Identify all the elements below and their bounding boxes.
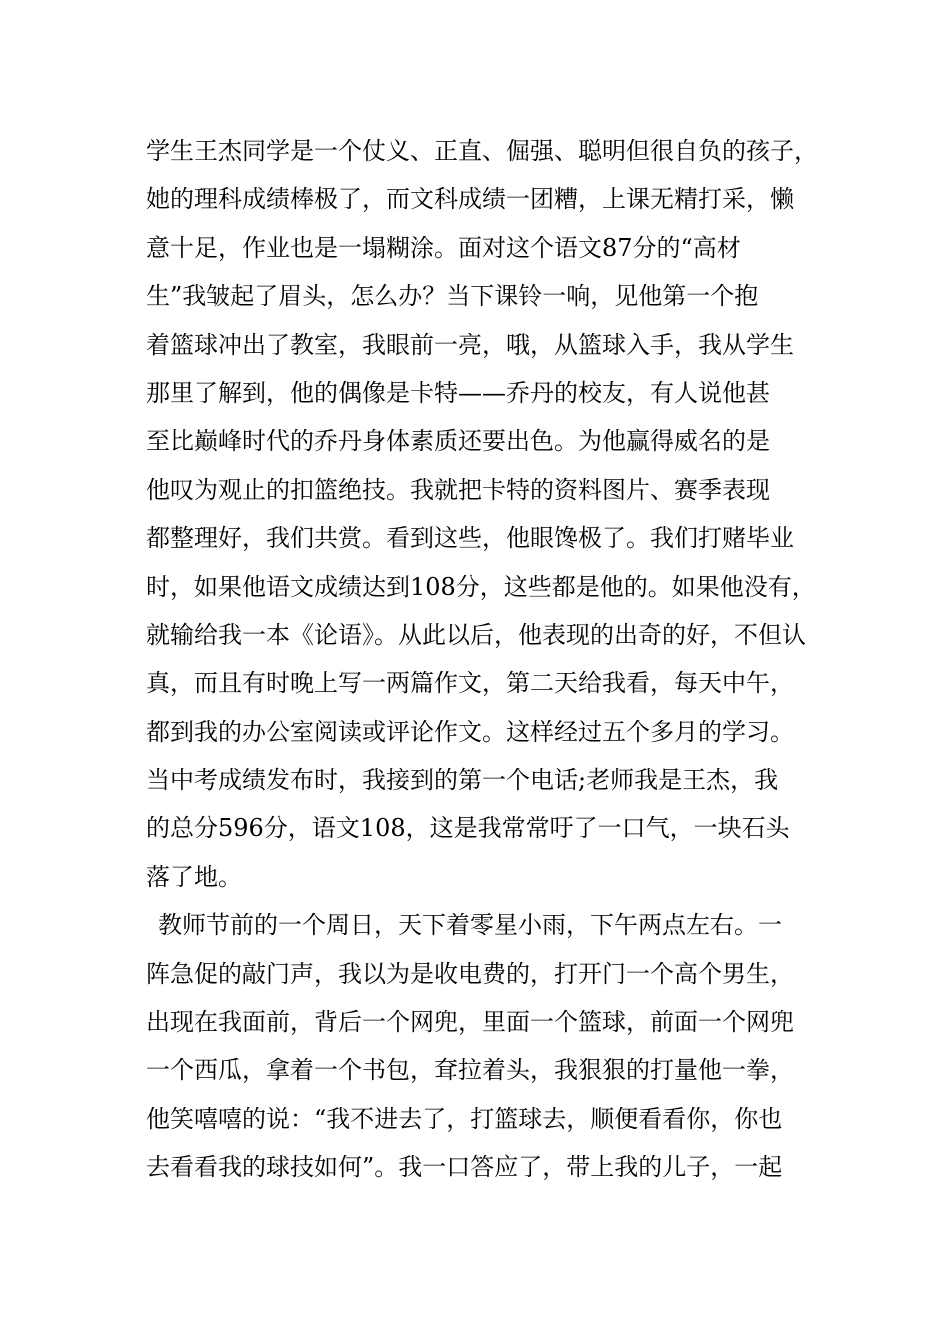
text-line: 一个西瓜，拿着一个书包，耷拉着头，我狠狠的打量他一拳， [146, 1056, 794, 1085]
text-line: 都整理好，我们共赏。看到这些，他眼馋极了。我们打赌毕业 [146, 524, 794, 553]
text-line: 至比巅峰时代的乔丹身体素质还要出色。为他赢得威名的是 [146, 427, 770, 456]
text-line: 教师节前的一个周日，天下着零星小雨，下午两点左右。一 [158, 911, 782, 940]
text-line: 都到我的办公室阅读或评论作文。这样经过五个多月的学习。 [146, 717, 794, 746]
text-line: 学生王杰同学是一个仗义、正直、倔强、聪明但很自负的孩子， [146, 137, 818, 165]
text-line: 真，而且有时晚上写一两篇作文，第二天给我看，每天中午， [146, 669, 794, 698]
text-line: 那里了解到，他的偶像是卡特——乔丹的校友，有人说他甚 [146, 378, 770, 407]
text-line: 出现在我面前，背后一个网兜，里面一个篮球，前面一个网兜 [146, 1008, 794, 1037]
text-line: 意十足，作业也是一塌糊涂。面对这个语文87分的“高材 [146, 233, 741, 262]
text-line: 着篮球冲出了教室，我眼前一亮，哦，从篮球入手，我从学生 [146, 330, 794, 359]
document-body [146, 127, 836, 1192]
text-line: 就输给我一本《论语》。从此以后，他表现的出奇的好，不但认 [146, 620, 806, 649]
text-line: 生”我皱起了眉头，怎么办？当下课铃一响，见他第一个抱 [146, 282, 759, 311]
paragraph-1 [146, 127, 836, 901]
text-line: 落了地。 [146, 862, 242, 891]
paragraph-2 [146, 901, 836, 1191]
text-line: 阵急促的敲门声，我以为是收电费的，打开门一个高个男生， [146, 959, 794, 988]
text-line: 去看看我的球技如何”。我一口答应了，带上我的儿子，一起 [146, 1153, 783, 1182]
text-line: 时，如果他语文成绩达到108分，这些都是他的。如果他没有， [146, 572, 816, 601]
text-line: 的总分596分，语文108，这是我常常吁了一口气，一块石头 [146, 814, 790, 843]
text-line: 她的理科成绩棒极了，而文科成绩一团糟，上课无精打采，懒 [146, 185, 794, 214]
text-line: 当中考成绩发布时，我接到的第一个电话;老师我是王杰，我 [146, 766, 779, 795]
text-line: 他叹为观止的扣篮绝技。我就把卡特的资料图片、赛季表现 [146, 475, 770, 504]
text-line: 他笑嘻嘻的说：“我不进去了，打篮球去，顺便看看你，你也 [146, 1104, 783, 1133]
